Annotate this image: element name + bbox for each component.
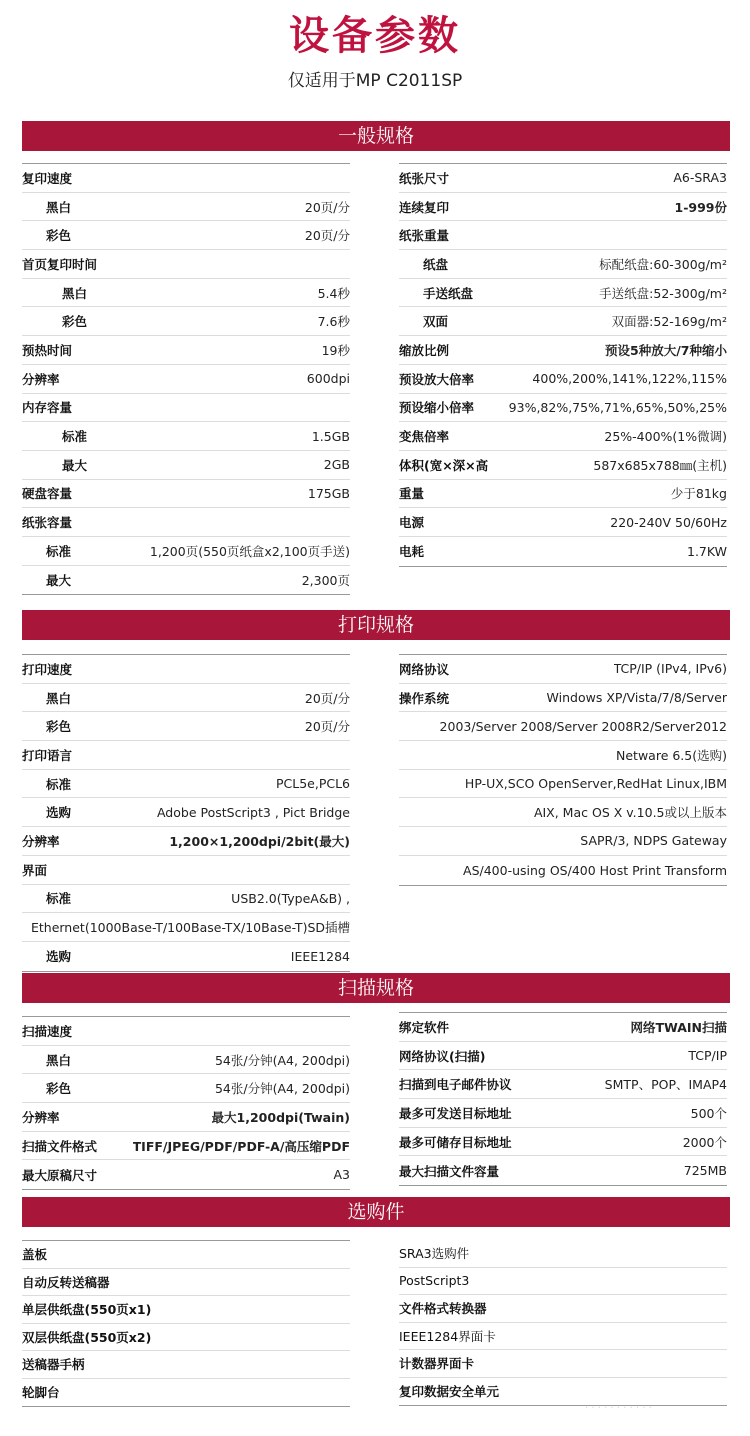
table-row [22, 712, 350, 741]
table-row [399, 770, 727, 799]
row-label: 操作系统 [399, 690, 450, 706]
row-label: 分辨率 [22, 1109, 60, 1125]
list-item [22, 1269, 350, 1297]
table-row [22, 885, 350, 914]
row-value: USB2.0(TypeA&B) , [231, 890, 350, 906]
section-header-options: 选购件 [22, 1197, 730, 1227]
row-value: 19秒 [321, 342, 350, 358]
table-row [399, 1070, 727, 1099]
row-label: 重量 [399, 486, 425, 502]
table-row [22, 307, 350, 336]
row-label: 首页复印时间 [22, 256, 98, 272]
row-label: 黑白 [46, 199, 72, 215]
row-value: 20页/分 [304, 199, 350, 215]
option-label: SRA3选购件 [399, 1246, 470, 1262]
table-row [22, 1017, 350, 1046]
row-label: 最大 [46, 572, 72, 588]
row-value: 25%-400%(1%微调) [604, 429, 727, 445]
row-label: 纸张尺寸 [399, 170, 450, 186]
row-value: 175GB [307, 485, 350, 501]
table-row [22, 537, 350, 566]
table-row [399, 741, 727, 770]
option-label: 复印数据安全单元 [399, 1384, 500, 1400]
row-value: IEEE1284 [290, 948, 350, 964]
section-header-print: 打印规格 [22, 610, 730, 640]
option-label: 自动反转送稿器 [22, 1274, 110, 1290]
row-value: 220-240V 50/60Hz [610, 514, 727, 530]
options-right-list [399, 1240, 727, 1406]
list-item [399, 1240, 727, 1268]
table-row [399, 422, 727, 451]
row-label: 双面 [423, 314, 449, 330]
row-label: 打印速度 [22, 661, 73, 677]
row-label: 复印速度 [22, 170, 73, 186]
table-row [22, 422, 350, 451]
row-label: 分辨率 [22, 833, 60, 849]
row-value: Adobe PostScript3 , Pict Bridge [156, 804, 350, 820]
row-label: 最大 [62, 457, 88, 473]
page-title: 设备参数 [289, 13, 461, 59]
table-row [22, 451, 350, 480]
table-row [399, 655, 727, 684]
table-row [399, 480, 727, 509]
table-row [22, 1132, 350, 1161]
list-item [22, 1296, 350, 1324]
table-row [399, 1042, 727, 1071]
option-label: 轮脚台 [22, 1385, 60, 1401]
row-label: 彩色 [46, 228, 72, 244]
list-item [399, 1350, 727, 1378]
row-label: 最多可储存目标地址 [399, 1134, 512, 1150]
row-value: 93%,82%,75%,71%,65%,50%,25% [508, 399, 727, 415]
row-label: 分辨率 [22, 371, 60, 387]
row-value: 587x685x788㎜(主机) [593, 457, 727, 473]
row-value: 最大1,200dpi(Twain) [211, 1109, 350, 1125]
row-label: 标准 [46, 891, 72, 907]
row-label: 选购 [46, 805, 72, 821]
table-row [22, 1046, 350, 1075]
row-label: 黑白 [46, 1052, 72, 1068]
row-value: 预设5种放大/7种缩小 [605, 342, 727, 358]
table-row [22, 250, 350, 279]
row-label: 手送纸盘 [423, 285, 474, 301]
row-value: PCL5e,PCL6 [275, 776, 350, 792]
list-item [22, 1379, 350, 1407]
row-value: SMTP、POP、IMAP4 [604, 1077, 727, 1093]
options-left-list [22, 1240, 350, 1407]
row-value: 20页/分 [304, 228, 350, 244]
row-label: 标准 [46, 543, 72, 559]
row-value: AIX, Mac OS X v.10.5或以上版本 [533, 805, 727, 821]
page-subtitle: 仅适用于MP C2011SP [287, 71, 463, 91]
option-label: PostScript3 [399, 1273, 470, 1289]
table-row [22, 798, 350, 827]
table-row [399, 1099, 727, 1128]
table-row [399, 684, 727, 713]
row-label: 纸张容量 [22, 515, 73, 531]
row-value: 1,200×1,200dpi/2bit(最大) [169, 833, 350, 849]
table-row [399, 164, 727, 193]
row-label: 彩色 [46, 1081, 72, 1097]
row-value: 2000个 [682, 1134, 727, 1150]
list-item [22, 1241, 350, 1269]
table-row [22, 221, 350, 250]
table-row [399, 307, 727, 336]
row-value: 网络TWAIN扫描 [630, 1019, 727, 1035]
table-row [399, 508, 727, 537]
table-row [22, 508, 350, 537]
table-row [399, 279, 727, 308]
table-row [22, 1160, 350, 1189]
row-label: 界面 [22, 862, 48, 878]
table-row [22, 480, 350, 509]
row-label: 最多可发送目标地址 [399, 1105, 512, 1121]
row-value: HP-UX,SCO OpenServer,RedHat Linux,IBM [464, 776, 727, 792]
table-row [22, 279, 350, 308]
row-value: 1.5GB [311, 428, 350, 444]
table-row [399, 193, 727, 222]
row-value: 500个 [690, 1105, 727, 1121]
table-row [22, 365, 350, 394]
table-row [399, 856, 727, 885]
row-label: 最大扫描文件容量 [399, 1163, 500, 1179]
row-label: 内存容量 [22, 400, 73, 416]
row-value: 1,200页(550页纸盒x2,100页手送) [149, 543, 350, 559]
table-row [399, 394, 727, 423]
table-row [22, 1103, 350, 1132]
row-label: 纸盘 [423, 256, 449, 272]
row-value: 20页/分 [304, 719, 350, 735]
print-right-table [399, 654, 727, 886]
table-row [22, 913, 350, 942]
section-header-scan: 扫描规格 [22, 973, 730, 1003]
table-row [399, 365, 727, 394]
general-right-table [399, 163, 727, 567]
table-row [399, 827, 727, 856]
table-row [22, 566, 350, 595]
row-value: Netware 6.5(选购) [616, 747, 727, 763]
row-value: TCP/IP (IPv4, IPv6) [613, 661, 727, 677]
scan-right-table [399, 1012, 727, 1186]
table-row [22, 827, 350, 856]
option-label: 送稿器手柄 [22, 1357, 85, 1373]
row-value: AS/400-using OS/400 Host Print Transform [463, 862, 727, 878]
row-value: Ethernet(1000Base-T/100Base-TX/10Base-T)SD插槽 [30, 920, 350, 936]
table-row [399, 451, 727, 480]
scan-left-table [22, 1016, 350, 1190]
row-label: 黑白 [46, 690, 72, 706]
row-label: 电源 [399, 515, 425, 531]
row-label: 电耗 [399, 544, 425, 560]
option-label: 文件格式转换器 [399, 1301, 487, 1317]
table-row [22, 336, 350, 365]
table-row [399, 336, 727, 365]
row-label: 彩色 [46, 719, 72, 735]
row-value: SAPR/3, NDPS Gateway [580, 833, 727, 849]
table-row [22, 394, 350, 423]
row-value: 2GB [323, 457, 350, 473]
table-row [399, 537, 727, 566]
row-label: 纸张重量 [399, 228, 450, 244]
row-label: 网络协议(扫描) [399, 1048, 486, 1064]
row-value: 20页/分 [304, 690, 350, 706]
option-label: 双层供纸盘(550页x2) [22, 1329, 152, 1345]
row-value: Windows XP/Vista/7/8/Server [546, 690, 727, 706]
table-row [399, 1013, 727, 1042]
row-label: 预热时间 [22, 342, 73, 358]
table-row [22, 741, 350, 770]
row-value: 54张/分钟(A4, 200dpi) [214, 1081, 350, 1097]
row-label: 最大原稿尺寸 [22, 1167, 98, 1183]
row-label: 扫描到电子邮件协议 [399, 1077, 512, 1093]
row-label: 标准 [62, 429, 88, 445]
row-label: 选购 [46, 949, 72, 965]
row-value: 2003/Server 2008/Server 2008R2/Server2012 [439, 718, 727, 734]
row-value: 1.7KW [687, 543, 727, 559]
row-value: 725MB [683, 1163, 727, 1179]
general-left-table [22, 163, 350, 595]
watermark: . . . . . . . . . . . [585, 1400, 652, 1411]
row-value: 54张/分钟(A4, 200dpi) [214, 1052, 350, 1068]
row-label: 预设缩小倍率 [399, 400, 475, 416]
table-row [22, 655, 350, 684]
row-value: TIFF/JPEG/PDF/PDF-A/高压缩PDF [132, 1138, 350, 1154]
table-row [399, 1128, 727, 1157]
list-item [399, 1378, 727, 1406]
row-label: 扫描速度 [22, 1023, 73, 1039]
table-row [399, 1156, 727, 1185]
row-label: 黑白 [62, 285, 88, 301]
row-value: 标配纸盘:60-300g/m² [599, 256, 727, 272]
row-value: A6-SRA3 [673, 170, 727, 186]
row-value: 少于81kg [670, 486, 727, 502]
table-row [22, 856, 350, 885]
table-row [399, 798, 727, 827]
table-row [399, 221, 727, 250]
option-label: 盖板 [22, 1247, 48, 1263]
row-label: 网络协议 [399, 661, 450, 677]
row-label: 连续复印 [399, 199, 450, 215]
list-item [399, 1295, 727, 1323]
row-label: 扫描文件格式 [22, 1138, 98, 1154]
row-label: 变焦倍率 [399, 429, 450, 445]
list-item [22, 1324, 350, 1352]
row-value: 手送纸盘:52-300g/m² [599, 285, 727, 301]
row-value: 400%,200%,141%,122%,115% [532, 371, 727, 387]
row-label: 硬盘容量 [22, 486, 73, 502]
row-value: 5.4秒 [317, 285, 350, 301]
table-row [399, 712, 727, 741]
row-label: 绑定软件 [399, 1019, 450, 1035]
table-row [22, 164, 350, 193]
row-value: TCP/IP [688, 1048, 727, 1064]
row-label: 彩色 [62, 314, 88, 330]
table-row [22, 942, 350, 971]
row-value: 7.6秒 [317, 314, 350, 330]
option-label: 计数器界面卡 [399, 1356, 475, 1372]
table-row [399, 250, 727, 279]
option-label: IEEE1284界面卡 [399, 1328, 496, 1344]
row-label: 标准 [46, 776, 72, 792]
print-left-table [22, 654, 350, 972]
row-value: 双面器:52-169g/m² [611, 314, 727, 330]
row-label: 预设放大倍率 [399, 371, 475, 387]
table-row [22, 770, 350, 799]
row-value: A3 [333, 1167, 350, 1183]
table-row [22, 193, 350, 222]
option-label: 单层供纸盘(550页x1) [22, 1302, 152, 1318]
list-item [399, 1268, 727, 1296]
row-label: 打印语言 [22, 747, 73, 763]
row-label: 缩放比例 [399, 342, 450, 358]
list-item [22, 1351, 350, 1379]
row-label: 体积(宽×深×高 [399, 457, 489, 473]
row-value: 1-999份 [674, 199, 727, 215]
section-header-general: 一般规格 [22, 121, 730, 151]
row-value: 600dpi [306, 371, 350, 387]
row-value: 2,300页 [301, 572, 350, 588]
list-item [399, 1323, 727, 1351]
table-row [22, 1074, 350, 1103]
table-row [22, 684, 350, 713]
